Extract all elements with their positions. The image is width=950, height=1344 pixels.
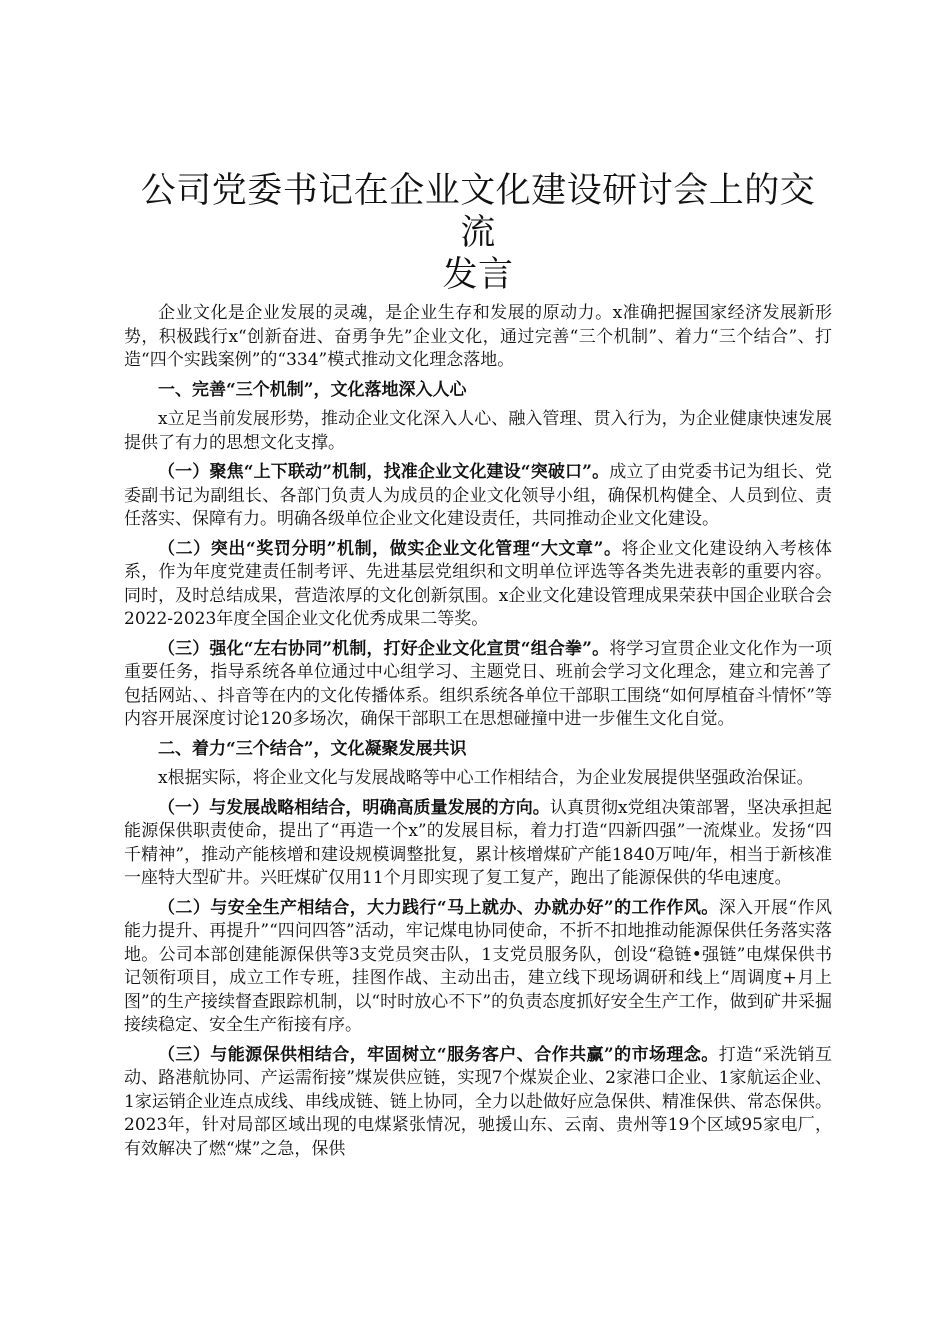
document-page bbox=[124, 170, 832, 1161]
item-body: 深入开展“作风能力提升、再提升”“四问四答”活动，牢记煤电协同使命，不折不扣地推动能源保供任务落实落地。公司本部创建能源保供等3支党员突击队，1支党员服务队，创设“稳链•强链”电煤保供书记领衔项目，成立工作专班，挂图作战、主动出击，建立线下现场调研和线上“周调度+月上图”的生产接续督查跟踪机制，以“时时放心不下”的负责态度抓好安全生产工作，做到矿井采掘接续稳定、安全生产衔接有序。 bbox=[124, 897, 832, 1035]
item-body: 将企业文化建设纳入考核体系，作为年度党建责任制考评、先进基层党组织和文明单位评选等各类先进表彰的重要内容。同时，及时总结成果，营造浓厚的文化创新氛围。x企业文化建设管理成果荣获中国企业联合会2022-2023年度全国企业文化优秀成果二等奖。 bbox=[124, 538, 832, 629]
item-lead: （三）与能源保供相结合，牢固树立“服务客户、合作共赢”的市场理念。 bbox=[158, 1044, 719, 1065]
section-1-heading: 一、完善“三个机制”，文化落地深入人心 bbox=[158, 379, 467, 400]
item-lead: （二）突出“奖罚分明”机制，做实企业文化管理“大文章”。 bbox=[158, 538, 622, 559]
item-lead: （一）聚焦“上下联动”机制，找准企业文化建设“突破口”。 bbox=[158, 462, 610, 482]
document-title bbox=[124, 170, 832, 296]
section-1-item-3 bbox=[124, 638, 832, 732]
item-body: 认真贯彻x党组决策部署，坚决承担起能源保供职责使命，提出了“再造一个x”的发展目标，着力打造“四新四强”一流煤业。发扬“四千精神”，推动产能核增和建设规模调整批复，累计核增煤矿产能1840万吨/年，相当于新核准一座特大型矿井。兴旺煤矿仅用11个月即实现了复工复产，跑出了能源保供的华电速度。 bbox=[124, 797, 833, 888]
section-2-item-3 bbox=[124, 1044, 832, 1162]
section-2-item-2 bbox=[124, 897, 832, 1038]
item-body: 将学习宣贯企业文化作为一项重要任务，指导系统各单位通过中心组学习、主题党日、班前会学习文化理念，建立和完善了包括网站、、抖音等在内的文化传播体系。组织系统各单位干部职工围绕“如何厚植奋斗情怀”等内容开展深度讨论120多场次，确保干部职工在思想碰撞中进一步催生文化自觉。 bbox=[124, 638, 832, 729]
section-2-intro: x根据实际，将企业文化与发展战略等中心工作相结合，为企业发展提供坚强政治保证。 bbox=[158, 768, 814, 788]
section-2-heading: 二、着力“三个结合”，文化凝聚发展共识 bbox=[158, 738, 467, 759]
item-lead: （一）与发展战略相结合，明确高质量发展的方向。 bbox=[158, 797, 550, 818]
item-body: 打造“采洗销互动、路港航协同、产运需衔接”煤炭供应链，实现7个煤炭企业、2家港口企业、1家航运企业、1家运销企业连点成线、串线成链、链上协同，全力以赴做好应急保供、精准保供、常态保供。2023年，针对局部区域出现的电煤紧张情况，驰援山东、云南、贵州等19个区域95家电厂，有效解决了燃“煤”之急，保供 bbox=[124, 1044, 832, 1159]
title-line-1: 公司党委书记在企业文化建设研讨会上的交流 bbox=[140, 171, 816, 253]
section-2-item-1 bbox=[124, 797, 832, 891]
section-1-intro: x立足当前发展形势，推动企业文化深入人心、融入管理、贯入行为，为企业健康快速发展提供了有力的思想文化支撑。 bbox=[124, 409, 832, 453]
item-lead: （三）强化“左右协同”机制，打好企业文化宣贯“组合拳”。 bbox=[158, 638, 610, 659]
item-body: 成立了由党委书记为组长、党委副书记为副组长、各部门负责人为成员的企业文化领导小组，确保机构健全、人员到位、责任落实、保障有力。明确各级单位企业文化建设责任，共同推动企业文化建设。 bbox=[124, 462, 832, 529]
section-1-item-1 bbox=[124, 461, 832, 532]
title-line-2: 发言 bbox=[442, 255, 514, 295]
intro-paragraph: 企业文化是企业发展的灵魂，是企业生存和发展的原动力。x准确把握国家经济发展新形势，积极践行x“创新奋进、奋勇争先”企业文化，通过完善“三个机制”、着力“三个结合”、打造“四个实践案例”的“334”模式推动文化理念落地。 bbox=[124, 303, 832, 370]
item-lead: （二）与安全生产相结合，大力践行“马上就办、办就办好”的工作作风。 bbox=[158, 897, 719, 918]
section-1-item-2 bbox=[124, 538, 832, 632]
